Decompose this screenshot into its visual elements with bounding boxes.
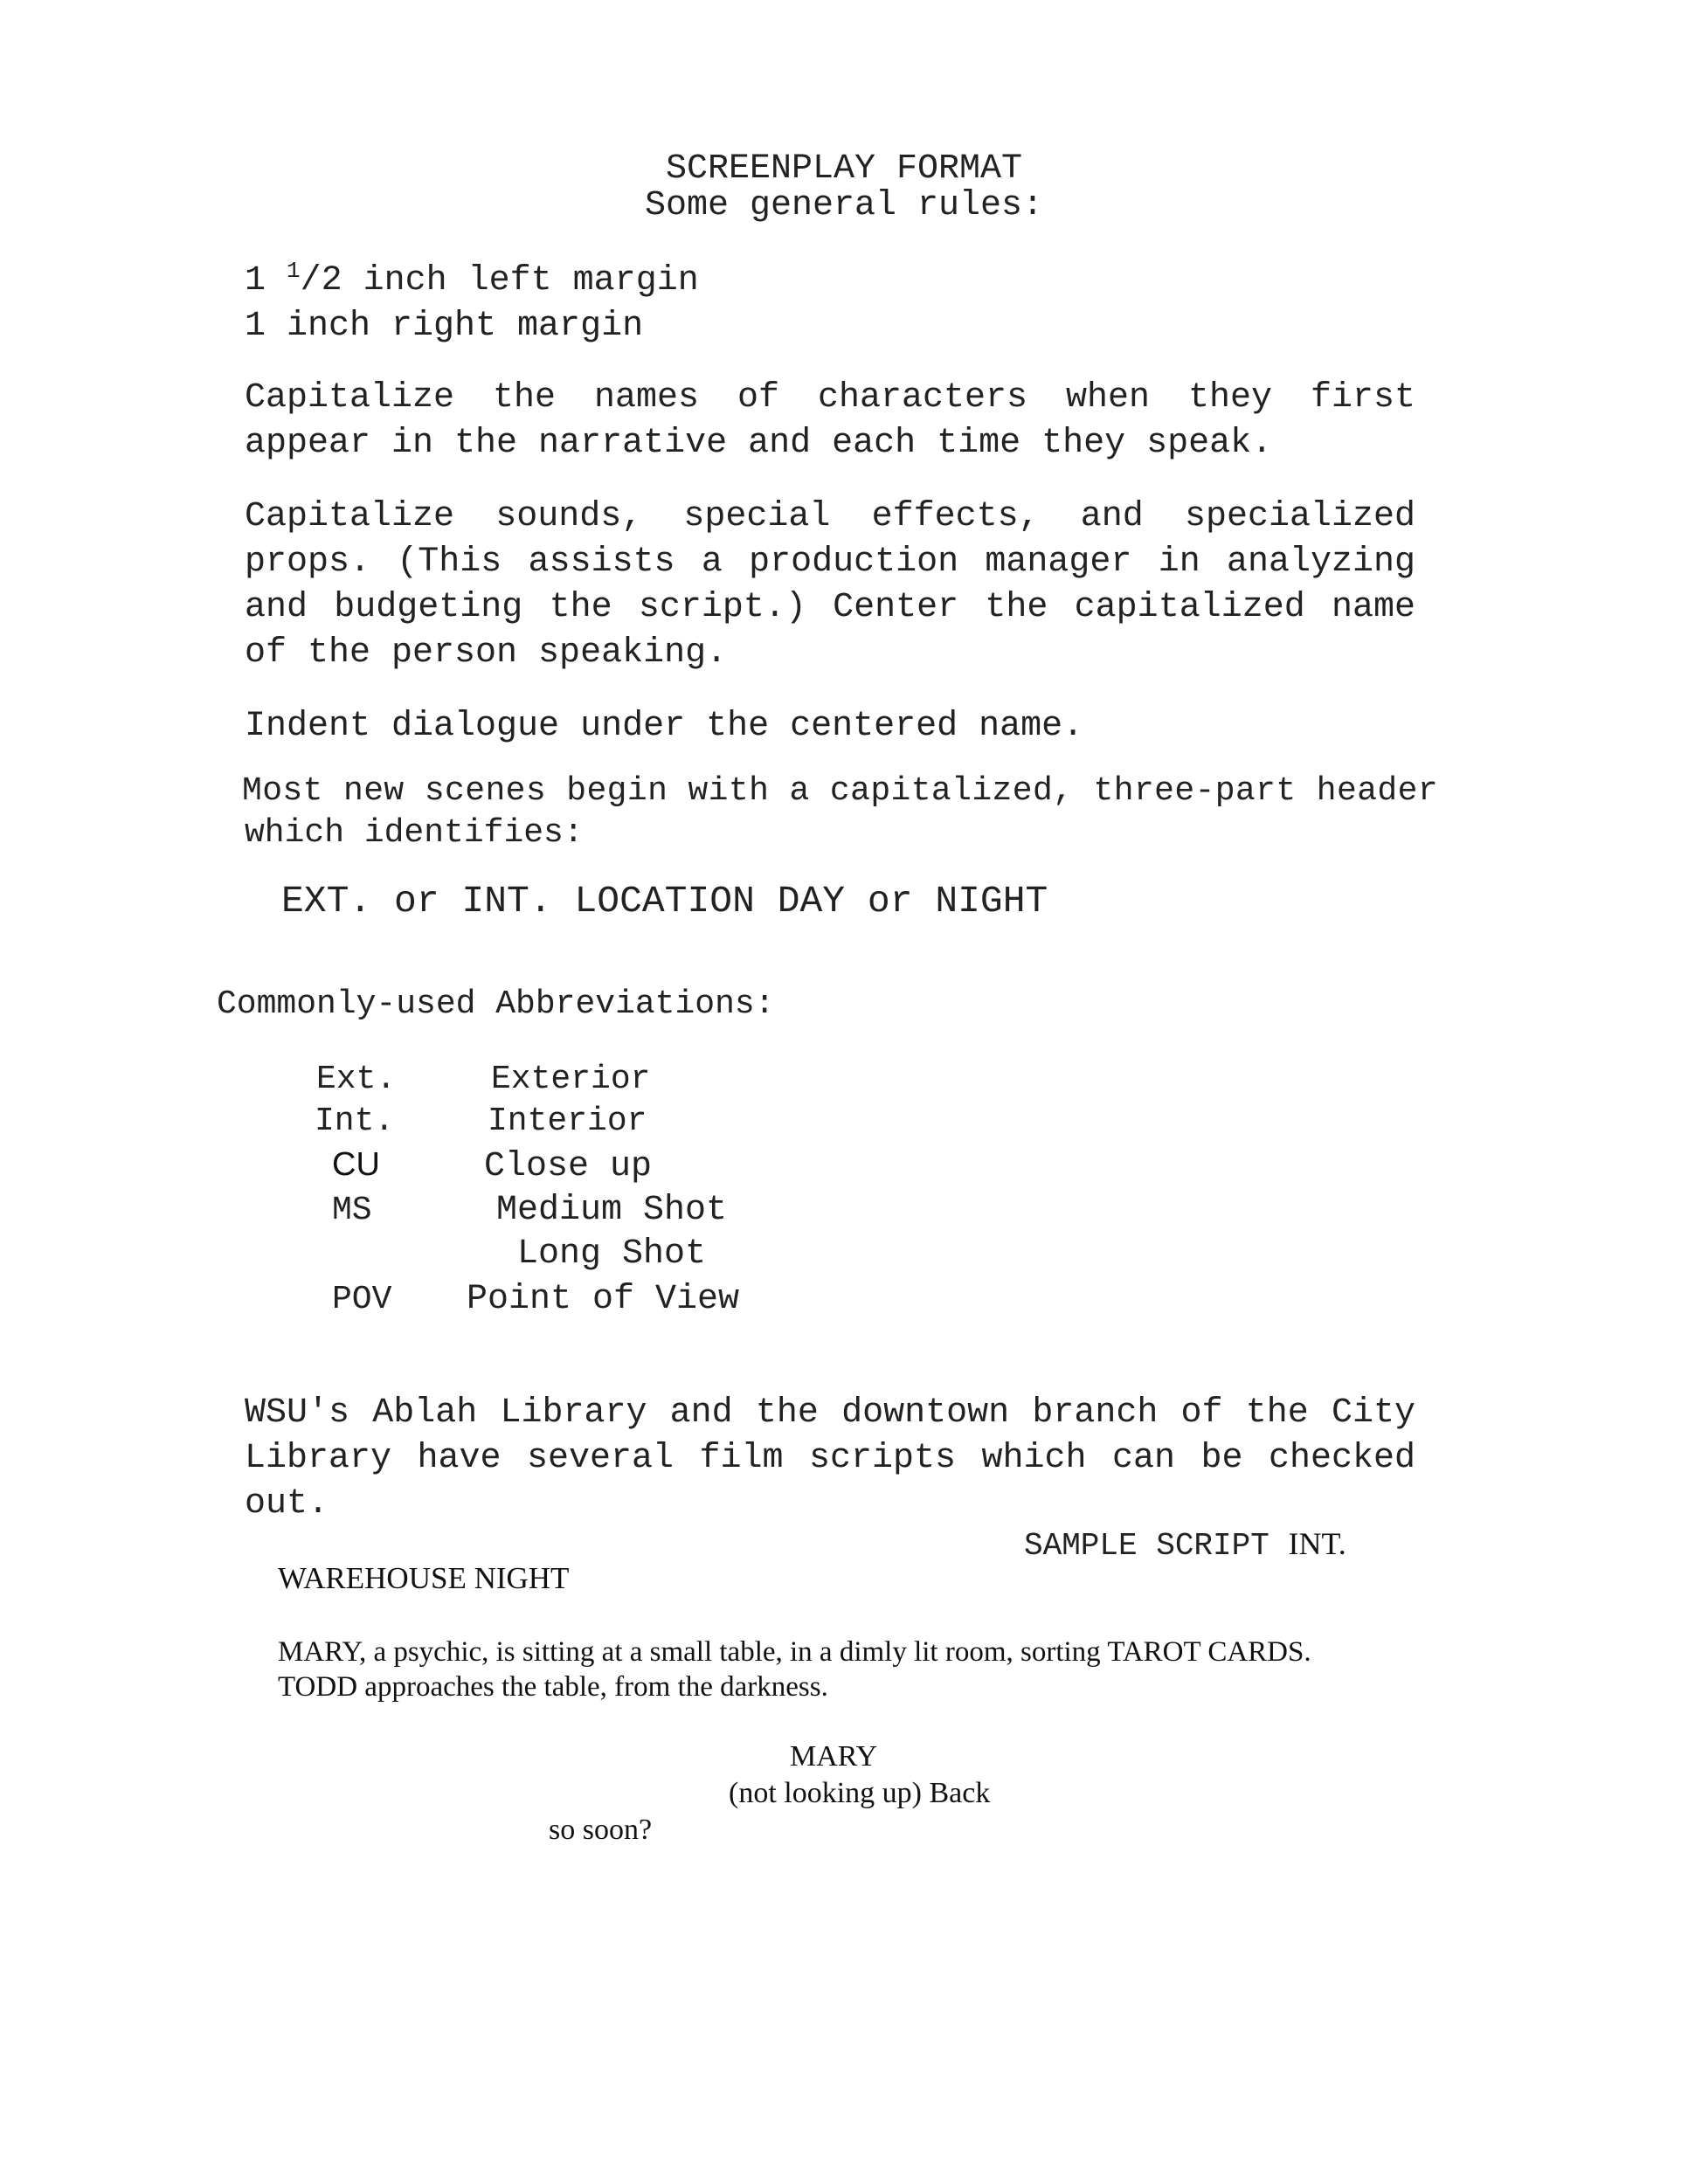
scene-header-line-1: Most new scenes begin with a capitalized, three-part header — [242, 772, 1439, 810]
sample-script-label: SAMPLE SCRIPT INT. — [1024, 1526, 1346, 1564]
sample-character-name: MARY — [790, 1740, 878, 1773]
scene-header-line-2: which identifies: — [245, 814, 584, 852]
sample-scene-heading: WAREHOUSE NIGHT — [278, 1561, 570, 1595]
abbreviation-ms: MS — [332, 1192, 372, 1229]
left-margin-rule: 1 $^1$/2 inch left margin — [245, 258, 699, 301]
document-title: SCREENPLAY FORMAT — [665, 149, 1023, 189]
abbreviation-ext: Ext. — [316, 1061, 397, 1098]
indent-dialogue-paragraph: Indent dialogue under the centered name. — [245, 707, 1084, 746]
scene-header-example: EXT. or INT. LOCATION DAY or NIGHT — [281, 880, 1048, 923]
abbreviations-heading: Commonly-used Abbreviations: — [217, 985, 775, 1023]
sample-parenthetical: (not looking up) Back — [729, 1777, 991, 1809]
abbreviation-ms-meaning: Medium Shot — [496, 1191, 728, 1230]
capitalize-sounds-paragraph: Capitalize sounds, special effects, and specialized props. (This assists a production manager in analyzing and budgeting the script.) Center the capitalized name of the person speaking. — [245, 497, 1415, 673]
sample-dialogue: so soon? — [549, 1814, 653, 1846]
sample-action-line-2: TODD approaches the table, from the darkness. — [278, 1671, 828, 1703]
abbreviation-cu: CU — [332, 1146, 380, 1183]
abbreviation-pov: POV — [332, 1281, 392, 1318]
document-subtitle: Some general rules: — [644, 186, 1044, 225]
right-margin-rule: 1 inch right margin — [245, 307, 644, 346]
abbreviation-int: Int. — [315, 1102, 395, 1140]
sample-action-line-1: MARY, a psychic, is sitting at a small table, in a dimly lit room, sorting TAROT CARDS. — [278, 1636, 1311, 1668]
abbreviation-int-meaning: Interior — [488, 1102, 647, 1140]
abbreviation-cu-meaning: Close up — [484, 1147, 653, 1186]
abbreviation-pov-meaning: Point of View — [467, 1280, 740, 1319]
abbreviation-ext-meaning: Exterior — [491, 1061, 651, 1098]
abbreviation-ls-meaning: Long Shot — [517, 1234, 707, 1274]
capitalize-names-paragraph: Capitalize the names of characters when they first appear in the narrative and each time they speak. — [245, 378, 1415, 463]
library-note-paragraph: WSU's Ablah Library and the downtown branch of the City Library have several film scripts which can be checked out. — [245, 1393, 1415, 1524]
